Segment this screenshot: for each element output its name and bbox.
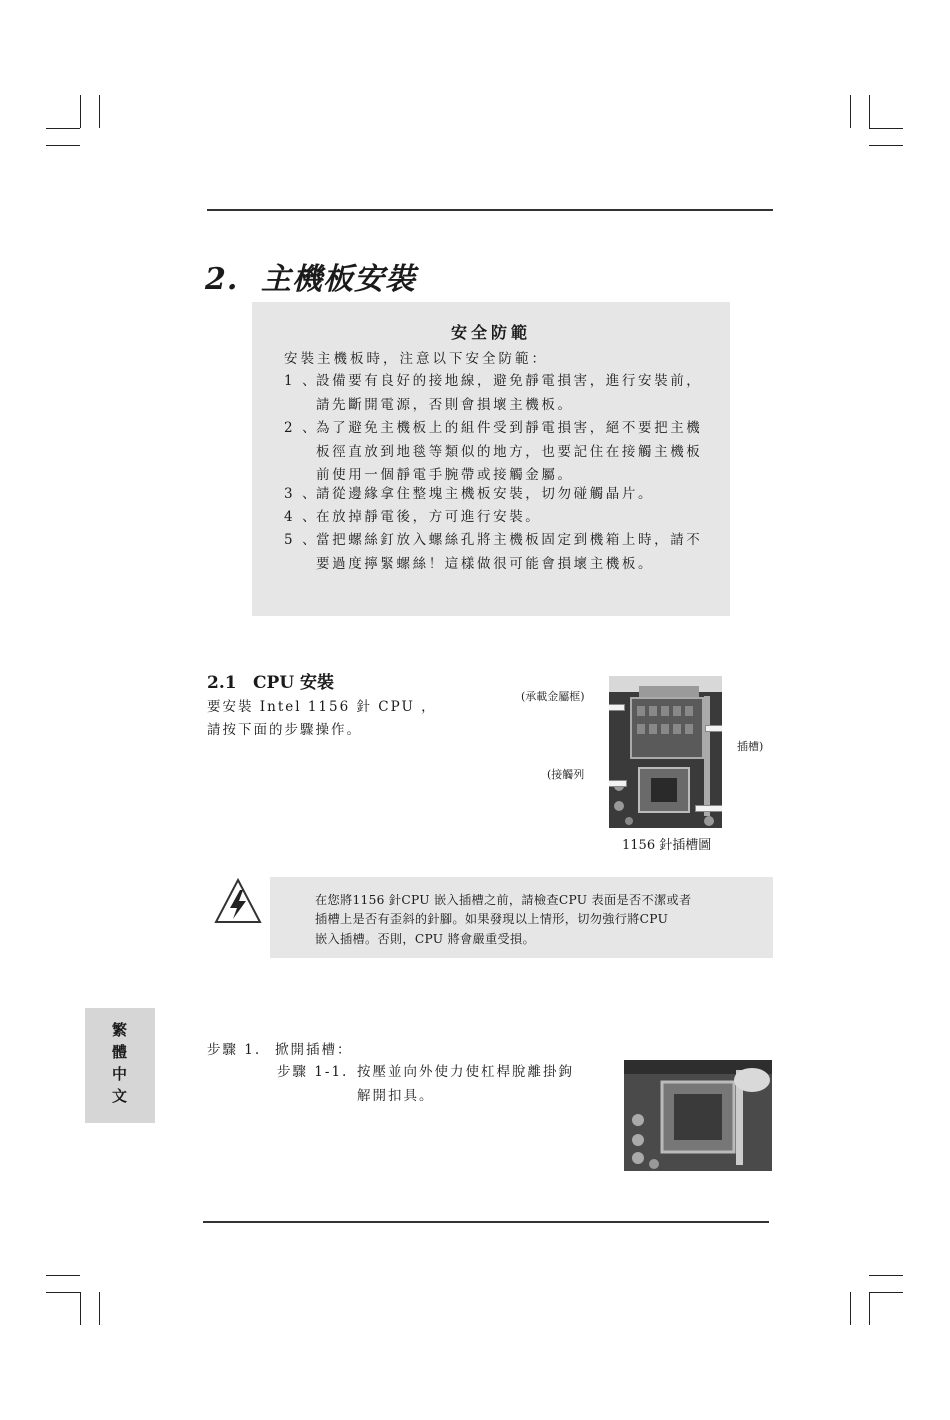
step-1-1-label: 步驟 1-1.	[277, 1064, 349, 1080]
safety-precautions-box	[252, 302, 730, 616]
crop-mark	[869, 145, 903, 146]
safety-item	[284, 417, 706, 488]
section-title	[207, 668, 334, 693]
label-tag	[695, 805, 722, 812]
step-1-label: 步驟 1.	[207, 1042, 262, 1058]
warning-line: 嵌入插槽。否則，CPU 將會嚴重受損。	[315, 932, 535, 946]
safety-item-text: 當把螺絲釘放入螺絲孔將主機板固定到機箱上時，請不要過度擰緊螺絲！這樣做很可能會損壞主機板。	[316, 532, 703, 572]
figure-caption: 1156 針插槽圖	[622, 838, 712, 853]
crop-mark	[869, 128, 903, 129]
crop-mark	[869, 1292, 870, 1325]
label-tag	[705, 725, 722, 732]
safety-item-number: 4 、	[284, 509, 319, 525]
safety-item-number: 1 、	[284, 373, 319, 389]
safety-item-text: 在放掉靜電後，方可進行安裝。	[316, 509, 542, 525]
warning-icon	[212, 876, 264, 928]
crop-mark	[869, 1292, 903, 1293]
crop-mark	[46, 145, 80, 146]
chapter-title-text: 主機板安裝	[261, 262, 416, 297]
crop-mark	[46, 1275, 80, 1276]
safety-item-text: 設備要有良好的接地線，避免靜電損害，進行安裝前，請先斷開電源，否則會損壞主機板。	[316, 373, 703, 413]
callout-load-plate: (承載金屬框)	[521, 690, 585, 703]
side-tab-label: 繁體中文	[110, 1022, 128, 1110]
crop-mark	[850, 95, 851, 128]
safety-item-text: 請從邊緣拿住整塊主機板安裝，切勿碰觸晶片。	[316, 486, 655, 502]
section-number: 2.1	[207, 673, 237, 693]
step-1-text: 掀開插槽：	[275, 1042, 353, 1058]
socket-photo	[609, 676, 722, 828]
chapter-title	[205, 254, 416, 298]
safety-item	[284, 483, 706, 507]
crop-mark	[99, 95, 100, 128]
language-side-tab	[85, 1008, 155, 1123]
footer-rule	[203, 1221, 769, 1223]
label-tag	[609, 780, 627, 787]
safety-item	[284, 529, 706, 576]
safety-intro: 安裝主機板時，注意以下安全防範：	[284, 351, 548, 367]
crop-mark	[850, 1292, 851, 1325]
chapter-number: 2.	[205, 262, 239, 297]
header-rule	[207, 209, 773, 211]
callout-contact-array: (接觸列	[547, 768, 585, 781]
crop-mark	[46, 128, 80, 129]
lever-illustration	[624, 1060, 772, 1171]
crop-mark	[869, 1275, 903, 1276]
safety-item-number: 5 、	[284, 532, 319, 548]
section-title-text: CPU 安裝	[253, 673, 335, 693]
step-1	[207, 1038, 353, 1058]
warning-box	[270, 877, 773, 958]
step-1-1-text: 按壓並向外使力使杠桿脫離掛鉤解開扣具。	[357, 1064, 574, 1104]
crop-mark	[869, 95, 870, 128]
safety-heading: 安全防範	[450, 323, 531, 342]
safety-item	[284, 370, 706, 417]
crop-mark	[80, 1292, 81, 1325]
callout-socket: 插槽)	[737, 740, 764, 753]
safety-item-number: 2 、	[284, 420, 319, 436]
crop-mark	[99, 1292, 100, 1325]
crop-mark	[80, 95, 81, 128]
safety-item	[284, 506, 706, 530]
warning-line: 在您將1156 針CPU 嵌入插槽之前，請檢查CPU 表面是否不潔或者	[315, 893, 692, 907]
step-1-1	[277, 1060, 587, 1108]
crop-mark	[46, 1292, 80, 1293]
label-tag	[609, 704, 625, 711]
cpu-intro-text: 要安裝 Intel 1156 針 CPU ，請按下面的步驟操作。	[207, 699, 437, 738]
safety-item-number: 3 、	[284, 486, 319, 502]
lever-photo	[624, 1060, 772, 1171]
safety-item-text: 為了避免主機板上的組件受到靜電損害，絕不要把主機板徑直放到地毯等類似的地方，也要記住在接觸主機板前使用一個靜電手腕帶或接觸金屬。	[316, 420, 703, 483]
warning-line: 插槽上是否有歪斜的針腳。如果發現以上情形，切勿強行將CPU	[315, 912, 669, 926]
